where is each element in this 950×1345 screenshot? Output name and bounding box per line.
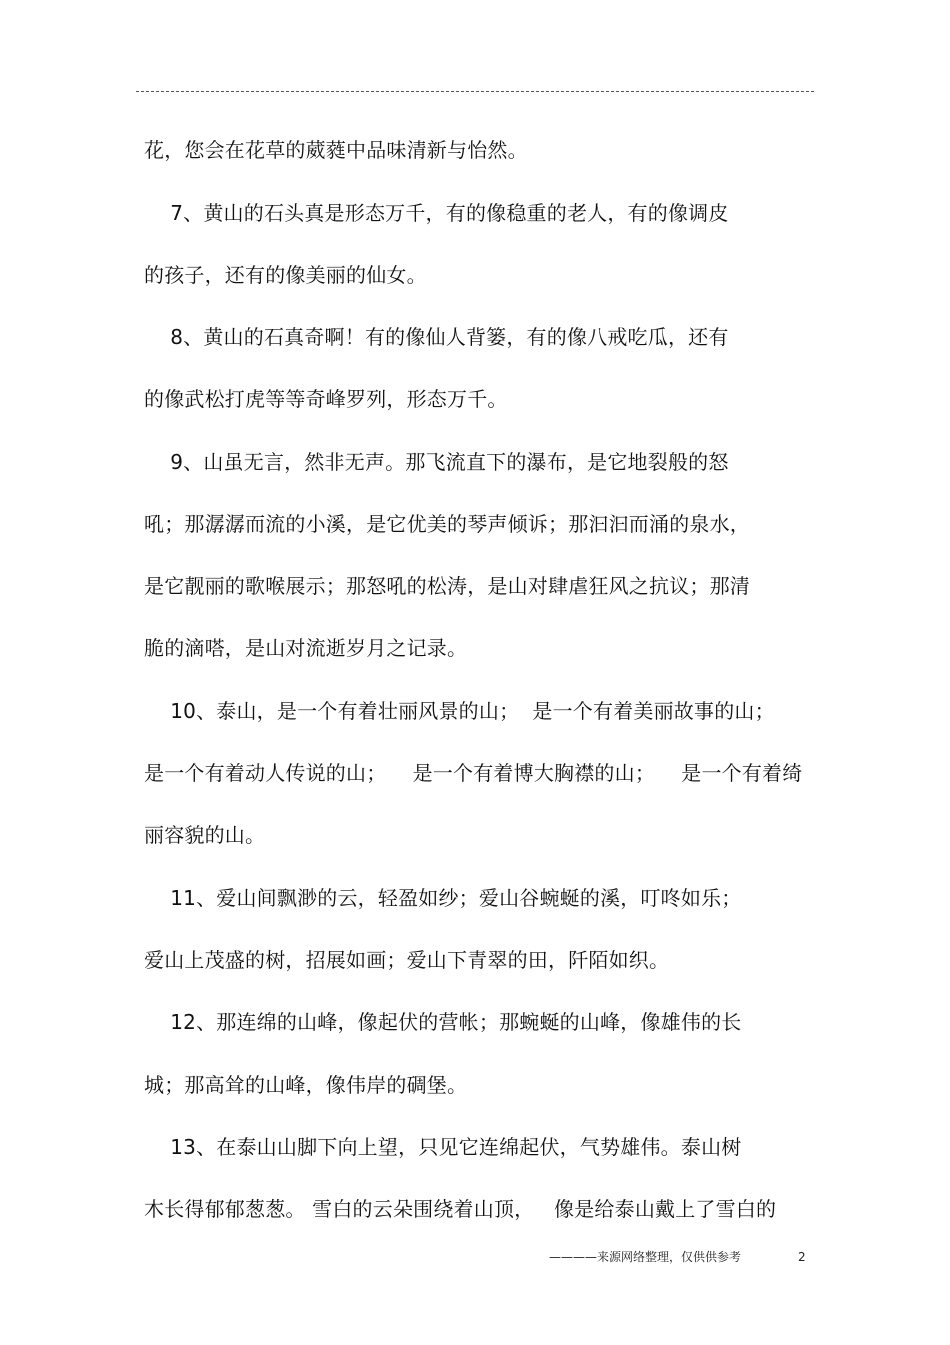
text-line: 爱山上茂盛的树，招展如画；爱山下青翠的田，阡陌如织。 [144,948,670,972]
header-divider [136,91,814,92]
text-line: 是它靓丽的歌喉展示；那怒吼的松涛，是山对肆虐狂风之抗议；那清 [144,574,750,598]
text-line: 11、爱山间飘渺的云，轻盈如纱；爱山谷蜿蜒的溪，叮咚如乐； [144,886,742,910]
text-line: 丽容貌的山。 [144,823,266,847]
text-line: 花，您会在花草的葳蕤中品味清新与怡然。 [144,138,528,162]
text-line: 是一个有着动人传说的山； 是一个有着博大胸襟的山； 是一个有着绮 [144,761,803,785]
text-line: 9、山虽无言，然非无声。那飞流直下的瀑布，是它地裂般的怒 [144,450,729,474]
text-line: 8、黄山的石真奇啊！有的像仙人背篓，有的像八戒吃瓜，还有 [144,325,729,349]
text-line: 7、黄山的石头真是形态万千，有的像稳重的老人，有的像调皮 [144,201,729,225]
text-line: 10、泰山，是一个有着壮丽风景的山； 是一个有着美丽故事的山； [144,699,775,723]
text-line: 的像武松打虎等等奇峰罗列，形态万千。 [144,387,508,411]
footer-note: ————来源网络整理，仅供供参考 [549,1250,742,1264]
text-line: 吼；那潺潺而流的小溪，是它优美的琴声倾诉；那汩汩而涌的泉水， [144,512,750,536]
text-line: 脆的滴嗒，是山对流逝岁月之记录。 [144,636,468,660]
text-line: 城；那高耸的山峰，像伟岸的碉堡。 [144,1073,468,1097]
text-line: 木长得郁郁葱葱。 雪白的云朵围绕着山顶， 像是给泰山戴上了雪白的 [144,1197,777,1221]
text-line: 13、在泰山山脚下向上望，只见它连绵起伏，气势雄伟。泰山树 [144,1135,742,1159]
text-line: 12、那连绵的山峰，像起伏的营帐；那蜿蜒的山峰，像雄伟的长 [144,1010,742,1034]
page-number: 2 [798,1250,806,1264]
text-line: 的孩子，还有的像美丽的仙女。 [144,263,427,287]
